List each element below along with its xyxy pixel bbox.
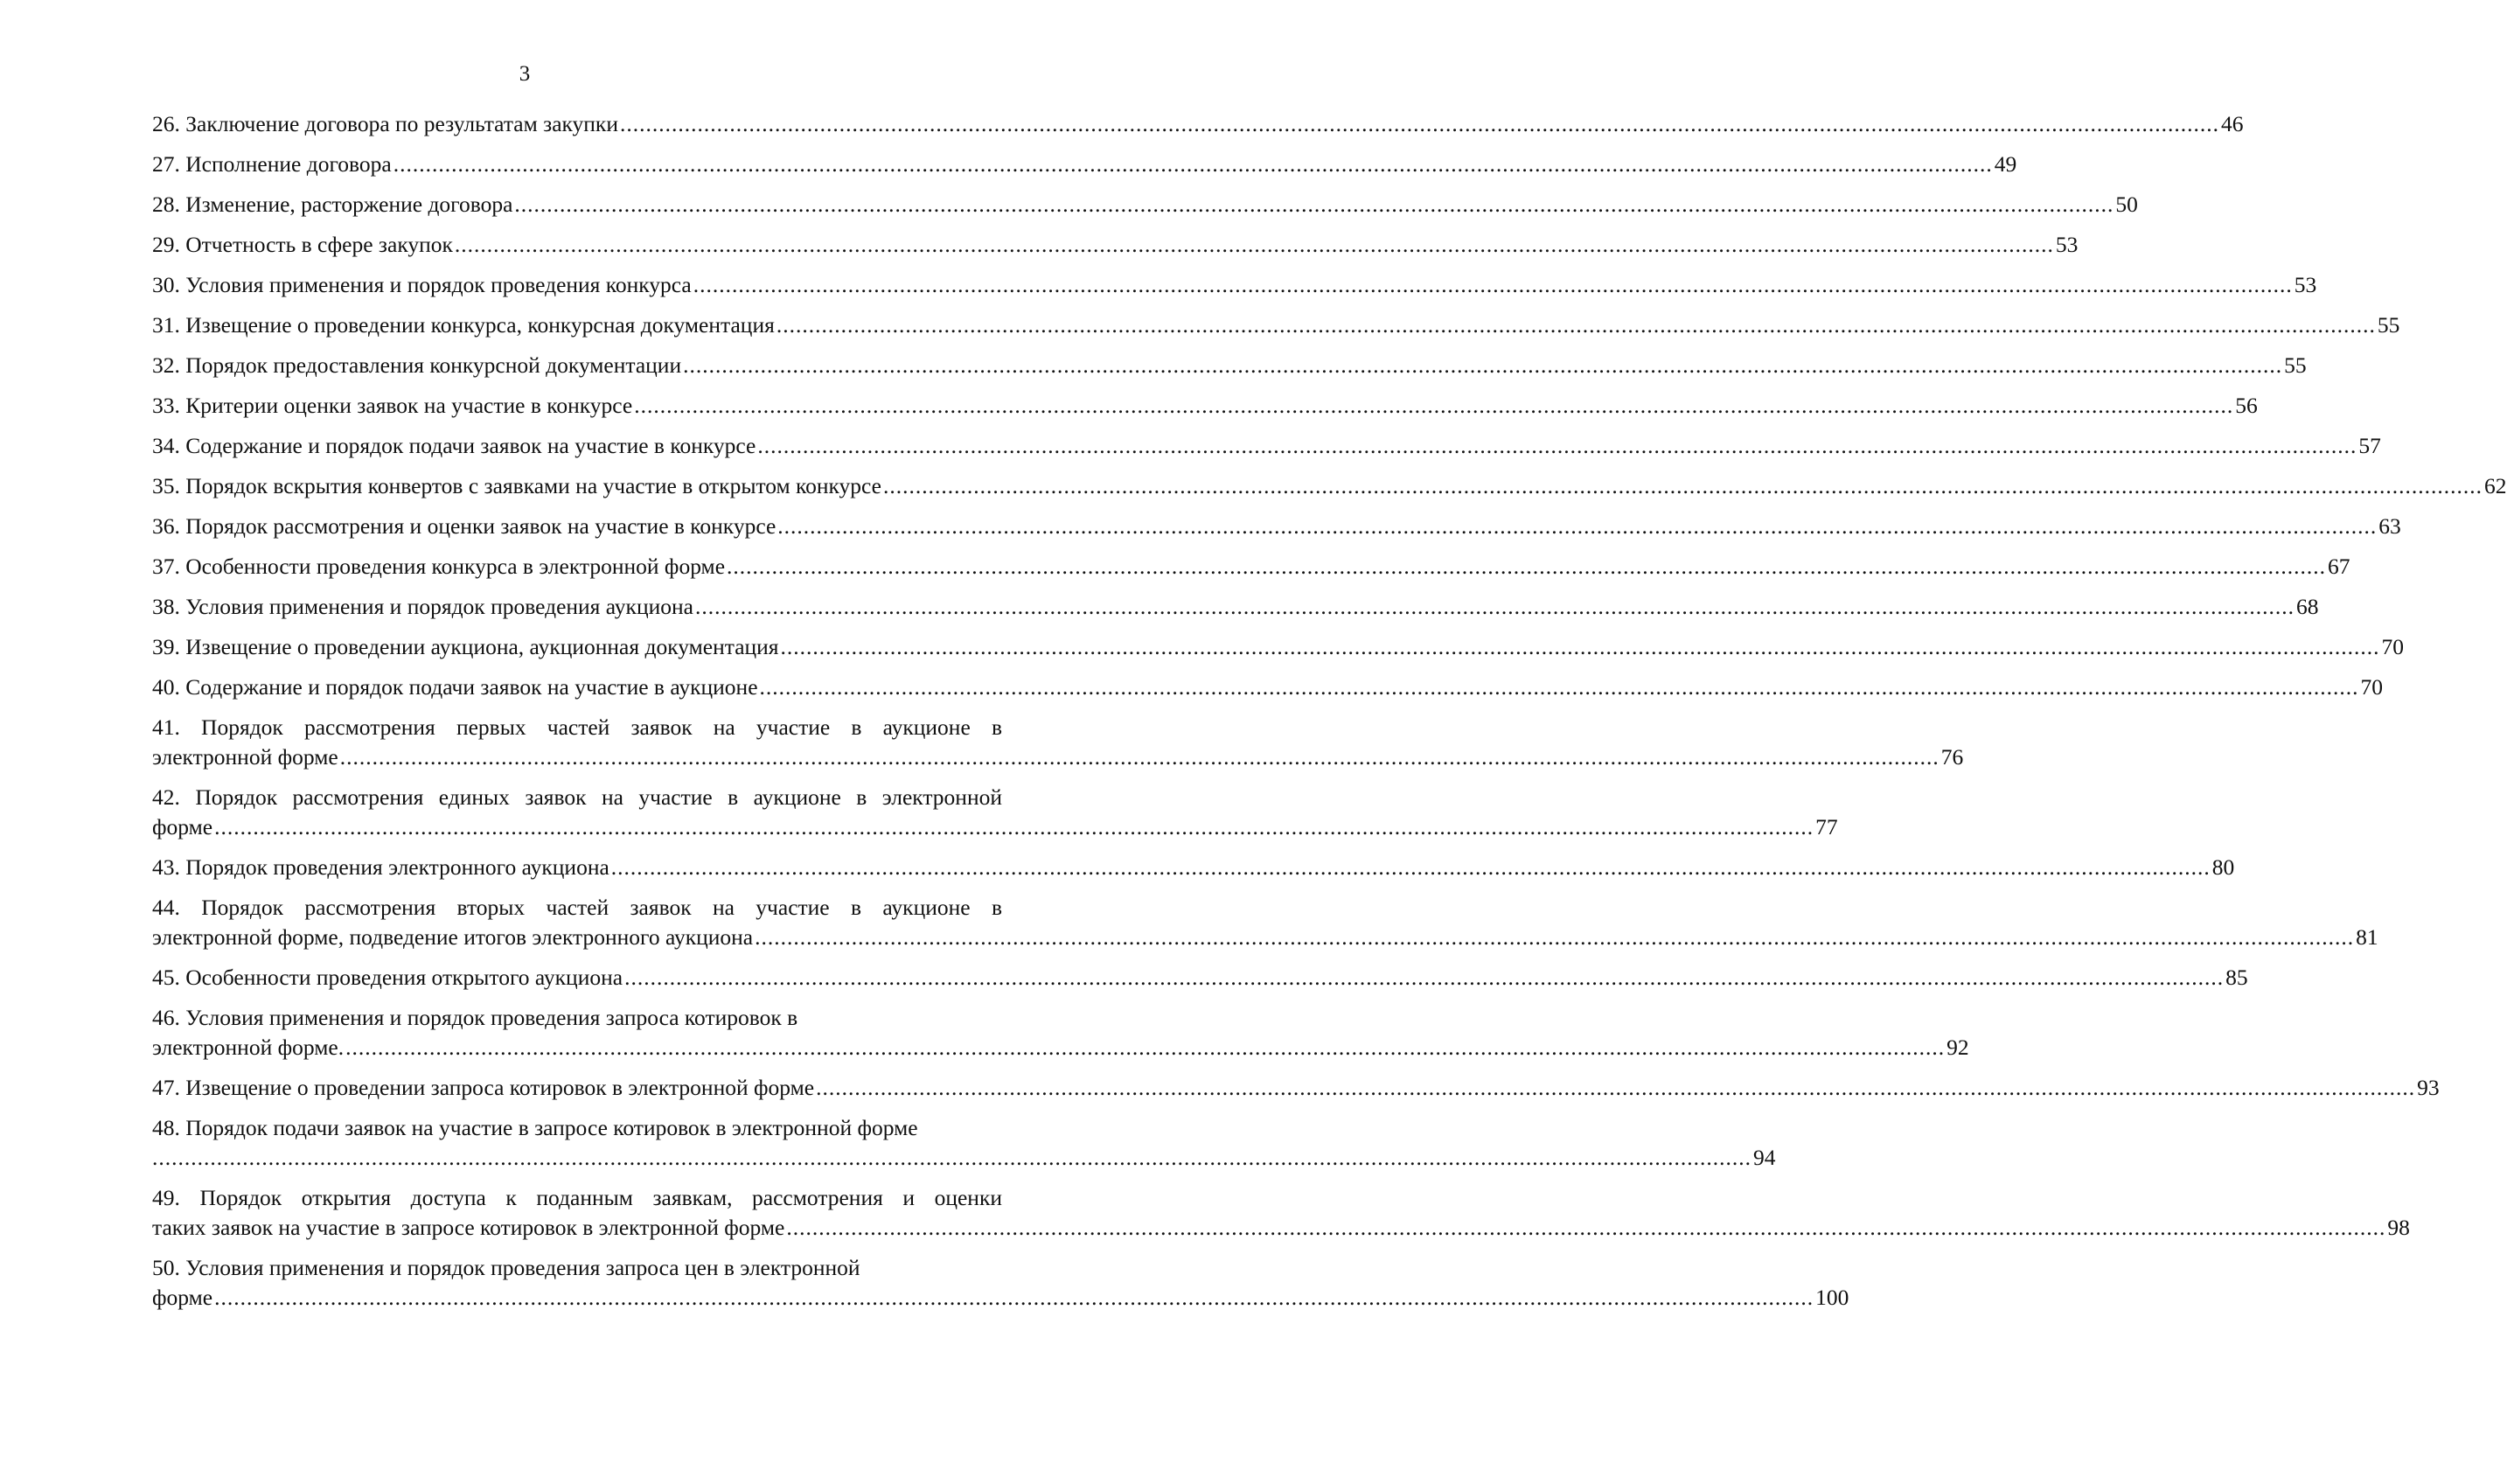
toc-entry bbox=[152, 512, 2401, 541]
toc-entry bbox=[152, 552, 2350, 582]
toc-dot-leader bbox=[760, 672, 2359, 702]
toc-entry-title-first-line: 46. Условия применения и порядок проведения запроса котировок в bbox=[152, 1005, 798, 1030]
toc-entry-page: 53 bbox=[2055, 232, 2079, 257]
toc-dot-leader bbox=[816, 1073, 2415, 1103]
toc-entry bbox=[152, 270, 2317, 300]
toc-entry-line bbox=[152, 1033, 1969, 1062]
toc-entry-line bbox=[152, 1073, 2440, 1103]
toc-dot-leader bbox=[776, 310, 2376, 340]
toc-dot-leader bbox=[727, 552, 2326, 582]
toc-dot-leader bbox=[757, 431, 2357, 461]
toc-entry bbox=[152, 391, 2258, 421]
toc-entry-page: 93 bbox=[2417, 1075, 2440, 1100]
toc-entry bbox=[152, 230, 2079, 260]
toc-entry-page: 70 bbox=[2360, 674, 2384, 700]
toc-entry-line bbox=[152, 270, 2317, 300]
toc-entry-title: 34. Содержание и порядок подачи заявок на участие в конкурсе bbox=[152, 433, 756, 458]
toc-dot-leader bbox=[340, 742, 1939, 772]
toc-entry-page: 100 bbox=[1815, 1285, 1849, 1310]
toc-entry-line bbox=[152, 150, 2017, 179]
toc-entry bbox=[152, 672, 2384, 702]
toc-entry-page: 56 bbox=[2235, 393, 2258, 418]
toc-entry-page: 55 bbox=[2284, 352, 2307, 378]
toc-entry-line bbox=[152, 109, 2244, 139]
toc-entry-page: 67 bbox=[2328, 554, 2350, 579]
toc-entry-page: 62 bbox=[2484, 473, 2507, 498]
toc-entry-page: 50 bbox=[2115, 192, 2138, 217]
toc-dot-leader bbox=[514, 190, 2114, 219]
table-of-contents bbox=[152, 109, 2507, 1323]
toc-entry bbox=[152, 853, 2235, 882]
toc-entry bbox=[152, 783, 1838, 842]
toc-entry-line bbox=[152, 632, 2405, 662]
toc-entry bbox=[152, 351, 2307, 380]
toc-entry-title: 26. Заключение договора по результатам закупки bbox=[152, 111, 618, 136]
toc-entry-page: 76 bbox=[1940, 744, 1964, 770]
toc-dot-leader bbox=[781, 632, 2380, 662]
toc-entry-line bbox=[152, 190, 2138, 219]
toc-dot-leader bbox=[755, 923, 2354, 952]
toc-entry-line bbox=[152, 512, 2401, 541]
toc-dot-leader bbox=[455, 230, 2054, 260]
toc-entry-line bbox=[152, 431, 2381, 461]
toc-entry-title: 32. Порядок предоставления конкурсной документации bbox=[152, 352, 682, 378]
toc-entry-title: 47. Извещение о проведении запроса котировок в электронной форме bbox=[152, 1075, 815, 1100]
toc-entry-page: 49 bbox=[1994, 151, 2017, 177]
toc-entry bbox=[152, 1003, 1969, 1062]
toc-dot-leader bbox=[620, 109, 2219, 139]
toc-entry bbox=[152, 431, 2381, 461]
toc-entry-title: электронной форме, подведение итогов электронного аукциона bbox=[152, 924, 754, 950]
toc-entry-page: 81 bbox=[2356, 924, 2378, 950]
toc-entry-line bbox=[152, 310, 2400, 340]
toc-entry-title: 28. Изменение, расторжение договора bbox=[152, 192, 513, 217]
toc-entry bbox=[152, 1073, 2440, 1103]
toc-dot-leader bbox=[695, 592, 2295, 622]
toc-entry bbox=[152, 109, 2244, 139]
toc-entry-title: электронной форме bbox=[152, 744, 338, 770]
toc-entry-title-first-line: 42. Порядок рассмотрения единых заявок на участие в аукционе в электронной bbox=[152, 784, 1002, 810]
toc-dot-leader bbox=[611, 853, 2211, 882]
toc-entry-line bbox=[152, 471, 2507, 501]
toc-entry-page: 53 bbox=[2294, 272, 2317, 297]
toc-entry bbox=[152, 150, 2017, 179]
toc-entry bbox=[152, 1113, 1776, 1173]
toc-entry bbox=[152, 1183, 2410, 1243]
toc-dot-leader bbox=[624, 963, 2224, 993]
toc-entry bbox=[152, 190, 2138, 219]
toc-entry bbox=[152, 1253, 1849, 1313]
toc-dot-leader bbox=[683, 351, 2282, 380]
toc-dot-leader bbox=[393, 150, 1993, 179]
toc-dot-leader bbox=[345, 1033, 1945, 1062]
toc-entry-line bbox=[152, 923, 2378, 952]
toc-entry bbox=[152, 592, 2319, 622]
toc-entry-title: 27. Исполнение договора bbox=[152, 151, 392, 177]
toc-entry-line bbox=[152, 351, 2307, 380]
toc-dot-leader bbox=[214, 1283, 1814, 1313]
toc-entry-title: 31. Извещение о проведении конкурса, конкурсная документация bbox=[152, 312, 775, 338]
toc-entry-line bbox=[152, 391, 2258, 421]
toc-entry-line bbox=[152, 812, 1838, 842]
toc-entry bbox=[152, 893, 2378, 952]
toc-dot-leader bbox=[214, 812, 1814, 842]
toc-entry-title-first-line: 48. Порядок подачи заявок на участие в запросе котировок в электронной форме bbox=[152, 1115, 918, 1140]
toc-entry-page: 98 bbox=[2387, 1215, 2410, 1240]
toc-entry-title: электронной форме. bbox=[152, 1035, 345, 1060]
toc-dot-leader bbox=[634, 391, 2233, 421]
toc-entry-title: 36. Порядок рассмотрения и оценки заявок на участие в конкурсе bbox=[152, 513, 776, 539]
toc-entry bbox=[152, 963, 2248, 993]
toc-entry-title-first-line: 50. Условия применения и порядок проведения запроса цен в электронной bbox=[152, 1255, 860, 1280]
toc-entry-title-first-line: 41. Порядок рассмотрения первых частей заявок на участие в аукционе в bbox=[152, 714, 1002, 740]
toc-entry-title: таких заявок на участие в запросе котировок в электронной форме bbox=[152, 1215, 785, 1240]
toc-entry-title: 29. Отчетность в сфере закупок bbox=[152, 232, 453, 257]
toc-entry-page: 55 bbox=[2377, 312, 2400, 338]
toc-entry-line bbox=[152, 1283, 1849, 1313]
toc-entry-line bbox=[152, 1213, 2410, 1243]
toc-entry-page: 57 bbox=[2358, 433, 2381, 458]
toc-entry-page: 70 bbox=[2381, 634, 2405, 659]
toc-entry-page: 46 bbox=[2220, 111, 2244, 136]
toc-entry-title: форме bbox=[152, 1285, 213, 1310]
toc-entry bbox=[152, 632, 2405, 662]
toc-entry-title-first-line: 44. Порядок рассмотрения вторых частей заявок на участие в аукционе в bbox=[152, 895, 1002, 920]
toc-entry-title: 37. Особенности проведения конкурса в электронной форме bbox=[152, 554, 726, 579]
toc-entry-page: 94 bbox=[1753, 1145, 1776, 1170]
page-number: 3 bbox=[519, 62, 531, 86]
toc-entry-line bbox=[152, 742, 1964, 772]
toc-entry bbox=[152, 310, 2400, 340]
toc-entry-line bbox=[152, 592, 2319, 622]
toc-entry-title: 39. Извещение о проведении аукциона, аукционная документация bbox=[152, 634, 779, 659]
toc-entry-page: 92 bbox=[1946, 1035, 1969, 1060]
toc-entry-line bbox=[152, 230, 2079, 260]
toc-entry-title: 38. Условия применения и порядок проведения аукциона bbox=[152, 594, 693, 619]
toc-entry-line bbox=[152, 963, 2248, 993]
toc-entry-title: 45. Особенности проведения открытого аукциона bbox=[152, 965, 623, 990]
toc-entry-title: форме bbox=[152, 814, 213, 840]
toc-entry-line bbox=[152, 672, 2384, 702]
toc-entry-line bbox=[152, 552, 2350, 582]
toc-dot-leader bbox=[883, 471, 2483, 501]
toc-entry-page: 63 bbox=[2378, 513, 2401, 539]
toc-entry-title: 35. Порядок вскрытия конвертов с заявками на участие в открытом конкурсе bbox=[152, 473, 882, 498]
toc-entry-page: 77 bbox=[1815, 814, 1838, 840]
toc-entry-page: 68 bbox=[2295, 594, 2319, 619]
toc-entry-title-first-line: 49. Порядок открытия доступа к поданным заявкам, рассмотрения и оценки bbox=[152, 1185, 1002, 1210]
toc-dot-leader bbox=[693, 270, 2293, 300]
toc-dot-leader bbox=[777, 512, 2377, 541]
toc-entry-page: 80 bbox=[2211, 854, 2235, 880]
toc-entry bbox=[152, 471, 2507, 501]
toc-entry-line bbox=[152, 853, 2235, 882]
toc-entry-title: 40. Содержание и порядок подачи заявок на участие в аукционе bbox=[152, 674, 758, 700]
toc-entry bbox=[152, 713, 1964, 772]
toc-entry-line bbox=[152, 1143, 1776, 1173]
toc-entry-title: 43. Порядок проведения электронного аукциона bbox=[152, 854, 609, 880]
toc-entry-title: 30. Условия применения и порядок проведения конкурса bbox=[152, 272, 692, 297]
toc-dot-leader bbox=[152, 1143, 1751, 1173]
toc-entry-page: 85 bbox=[2225, 965, 2248, 990]
toc-dot-leader bbox=[786, 1213, 2385, 1243]
toc-entry-title: 33. Критерии оценки заявок на участие в конкурсе bbox=[152, 393, 633, 418]
